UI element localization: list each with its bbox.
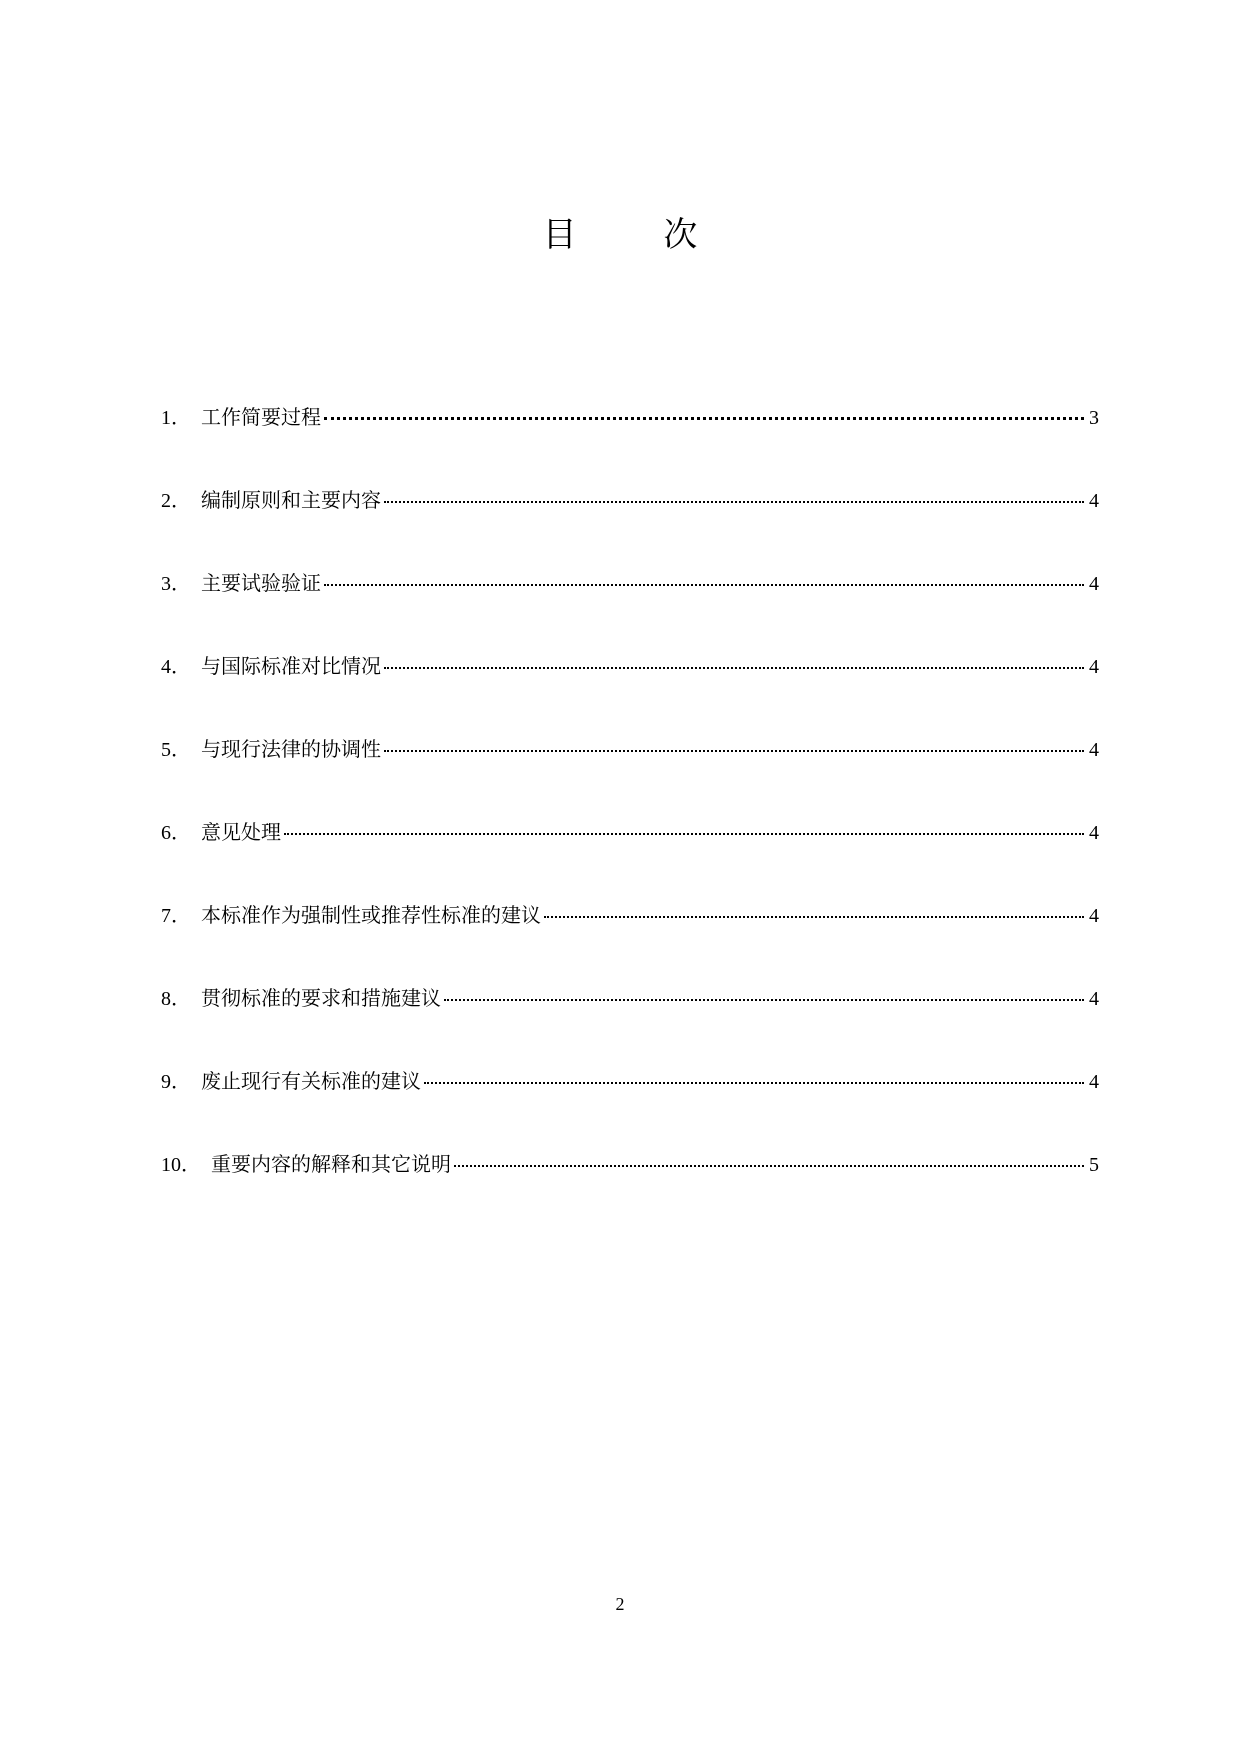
- toc-entry-page: 4: [1089, 739, 1099, 761]
- toc-entry[interactable]: [161, 653, 1099, 736]
- toc-entry-page: 4: [1089, 822, 1099, 844]
- toc-entry-number: 10．: [161, 1154, 201, 1176]
- toc-list: [161, 404, 1099, 1234]
- toc-dot-leader: [384, 750, 1084, 752]
- toc-entry-title: 重要内容的解释和其它说明: [211, 1152, 451, 1176]
- toc-entry-page: 5: [1089, 1154, 1099, 1176]
- toc-dot-leader: [444, 999, 1084, 1001]
- toc-entry-number: 6．: [161, 822, 191, 844]
- toc-entry-number: 1．: [161, 407, 191, 429]
- toc-entry-page: 4: [1089, 905, 1099, 927]
- toc-entry[interactable]: [161, 487, 1099, 570]
- toc-entry[interactable]: [161, 819, 1099, 902]
- toc-entry-number: 5．: [161, 739, 191, 761]
- toc-entry-title: 意见处理: [201, 820, 281, 844]
- toc-entry-number: 8．: [161, 988, 191, 1010]
- page-number: 2: [615, 1594, 625, 1614]
- toc-entry-number: 3．: [161, 573, 191, 595]
- toc-entry-page: 4: [1089, 656, 1099, 678]
- toc-entry-title: 与国际标准对比情况: [201, 654, 381, 678]
- toc-dot-leader: [284, 833, 1084, 835]
- toc-entry[interactable]: [161, 985, 1099, 1068]
- toc-dot-leader: [424, 1082, 1084, 1084]
- toc-entry-page: 3: [1089, 407, 1099, 429]
- toc-entry-title: 编制原则和主要内容: [201, 488, 381, 512]
- toc-entry[interactable]: [161, 1068, 1099, 1151]
- toc-entry[interactable]: [161, 736, 1099, 819]
- toc-dot-leader: [324, 417, 1084, 420]
- toc-entry-page: 4: [1089, 1071, 1099, 1093]
- toc-dot-leader: [454, 1165, 1084, 1167]
- toc-entry-title: 贯彻标准的要求和措施建议: [201, 986, 441, 1010]
- toc-entry-title: 主要试验验证: [201, 571, 321, 595]
- toc-dot-leader: [384, 667, 1084, 669]
- toc-dot-leader: [384, 501, 1084, 503]
- toc-entry-title: 工作简要过程: [201, 405, 321, 429]
- toc-entry[interactable]: [161, 404, 1099, 487]
- toc-entry-page: 4: [1089, 573, 1099, 595]
- toc-entry-number: 4．: [161, 656, 191, 678]
- toc-entry-title: 本标准作为强制性或推荐性标准的建议: [201, 903, 541, 927]
- toc-entry-number: 9．: [161, 1071, 191, 1093]
- toc-entry[interactable]: [161, 1151, 1099, 1234]
- toc-entry-page: 4: [1089, 490, 1099, 512]
- toc-dot-leader: [324, 584, 1084, 586]
- page-title: 目 次: [542, 215, 736, 255]
- toc-entry[interactable]: [161, 570, 1099, 653]
- toc-entry-number: 7．: [161, 905, 191, 927]
- toc-entry-page: 4: [1089, 988, 1099, 1010]
- toc-entry-title: 废止现行有关标准的建议: [201, 1069, 421, 1093]
- toc-entry-number: 2．: [161, 490, 191, 512]
- toc-dot-leader: [544, 916, 1084, 918]
- toc-entry-title: 与现行法律的协调性: [201, 737, 381, 761]
- toc-entry[interactable]: [161, 902, 1099, 985]
